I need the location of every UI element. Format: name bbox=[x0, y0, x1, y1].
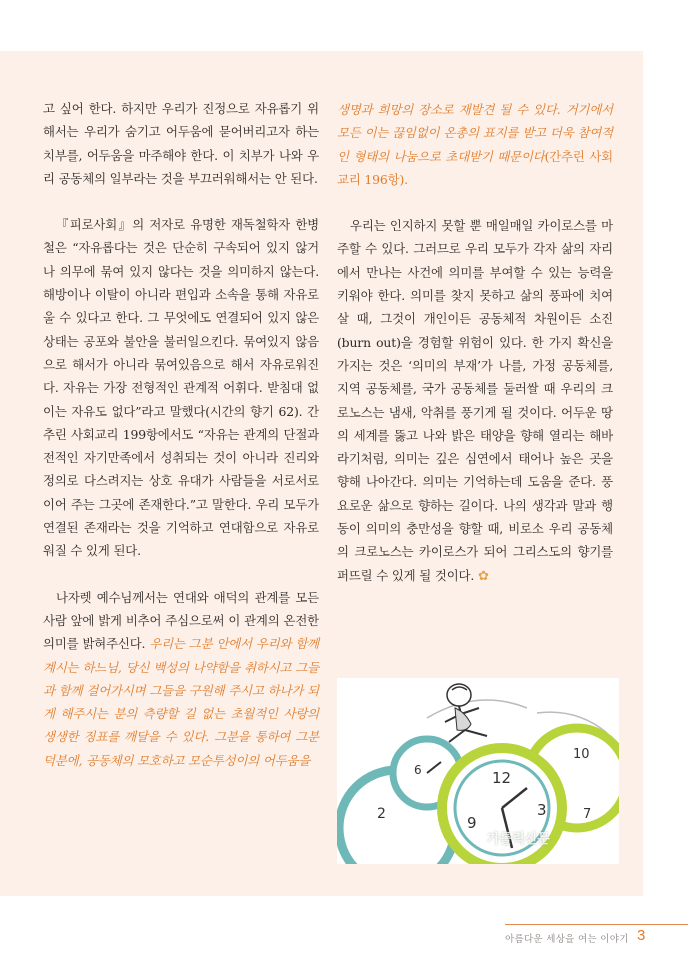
left-paragraph-1: 고 싶어 한다. 하지만 우리가 진정으로 자유롭기 위해서는 우리가 숨기고 어두움에 묻어버리고자 하는 치부를, 어두움을 마주해야 한다. 이 치부가 나와 우리 공동체의 일부라는 것을 부끄러워해서는 안 된다. bbox=[43, 101, 319, 186]
right-paragraph-1-citation: (간추린 사회교리 196항). bbox=[337, 148, 613, 187]
right-text-column bbox=[337, 98, 613, 588]
right-paragraph-1-quote: 생명과 희망의 장소로 재발견 될 수 있다. 거기에서 모든 이는 끊임없이 온총의 표지를 받고 더욱 참여적인 형태의 나눔으로 초대받기 때문이다 bbox=[337, 102, 613, 164]
footer-rule bbox=[505, 924, 688, 925]
clock-number: 9 bbox=[467, 814, 477, 832]
left-paragraph-3-quote: 우리는 그분 안에서 우리와 함께 계시는 하느님, 당신 백성의 나약함을 취하시고 그들과 함께 걸어가시며 그들을 구원해 주시고 하나가 되게 해주시는 분의 측량할 길 없는 초월적인 사랑의 생생한 징표를 깨달을 수 있다. 그분을 통하여 그분 덕분에, 공동체의 모호하고 모순투성이의 어두움을 bbox=[43, 636, 319, 768]
watermark: 가톨릭신문 bbox=[487, 832, 550, 847]
page-number: 3 bbox=[637, 927, 646, 944]
clock-number: 10 bbox=[573, 747, 590, 762]
clock-number: 2 bbox=[377, 806, 386, 822]
clock-number: 3 bbox=[537, 801, 547, 819]
clock-number: 7 bbox=[583, 807, 592, 822]
clock-number: 12 bbox=[492, 769, 512, 787]
right-paragraph-1 bbox=[337, 98, 613, 191]
clocks-drawing bbox=[337, 678, 619, 864]
left-text-column bbox=[43, 97, 319, 772]
right-paragraph-2-text: 우리는 인지하지 못할 뿐 매일매일 카이로스를 마주할 수 있다. 그러므로 우리 모두가 각자 삶의 자리에서 만나는 사건에 의미를 부여할 수 있는 능력을 키워야 한다. 의미를 찾지 못하고 삶의 풍파에 치여 살 때, 그것이 개인이든 공동체적 차원이든 소진(burn out)을 경험할 위험이 있다. 한 가지 확신을 가지는 것은 ‘의미의 부재’가 나를, 가정 공동체를, 지역 공동체를, 국가 공동체를 둘러쌀 때 우리의 크로노스는 냄새, 악취를 풍기게 될 것이다. 어두운 땅의 세계를 뚫고 나와 밝은 태양을 향해 열리는 해바라기처럼, 의미는 깊은 심연에서 태어나 높은 곳을 향해 나아간다. 의미는 기억하는데 도움을 준다. 풍요로운 삶으로 향하는 길이다. 나의 생각과 말과 행동이 의미의 충만성을 향할 때, 비로소 우리 공동체의 크로노스는 카이로스가 되어 그리스도의 향기를 퍼뜨릴 수 있게 될 것이다. bbox=[337, 218, 613, 583]
footer-magazine-title: 아름다운 세상을 여는 이야기 bbox=[505, 934, 629, 945]
leaf-end-icon: ✿ bbox=[477, 568, 489, 584]
left-paragraph-3-plain: 나자렛 예수님께서는 연대와 애덕의 관계를 모든 사람 앞에 밝게 비추어 주심으로써 이 관계의 온전한 의미를 밝혀주신다. bbox=[43, 589, 319, 652]
clock-number: 6 bbox=[414, 763, 422, 777]
left-paragraph-3 bbox=[43, 586, 319, 772]
left-paragraph-2: 『피로사회』의 저자로 유명한 재독철학자 한병철은 “자유롭다는 것은 단순히 구속되어 있지 않거나 의무에 묶여 있지 않다는 것을 의미하지 않는다. 해방이나 이탈이 아니라 편입과 소속을 통해 자유로울 수 있다고 한다. 그 무엇에도 연결되어 있지 않은 상태는 공포와 불안을 불러일으킨다. 묶여있지 않음으로 해서가 아니라 묶여있음으로 해서 자유로워진다. 자유는 가장 전형적인 관계적 어휘다. 받침대 없이는 자유도 없다”라고 말했다(시간의 향기 62). 간추린 사회교리 199항에서도 “자유는 관계의 단절과 전적인 자기만족에서 성취되는 것이 아니라 진리와 정의로 다스려지는 상호 유대가 사람들을 서로서로 이어 주는 그곳에 존재한다.”고 말한다. 우리 모두가 연결된 존재라는 것을 기억하고 연대함으로 자유로워질 수 있게 된다. bbox=[43, 217, 319, 559]
clocks-illustration bbox=[337, 678, 619, 864]
right-paragraph-2 bbox=[337, 214, 613, 588]
